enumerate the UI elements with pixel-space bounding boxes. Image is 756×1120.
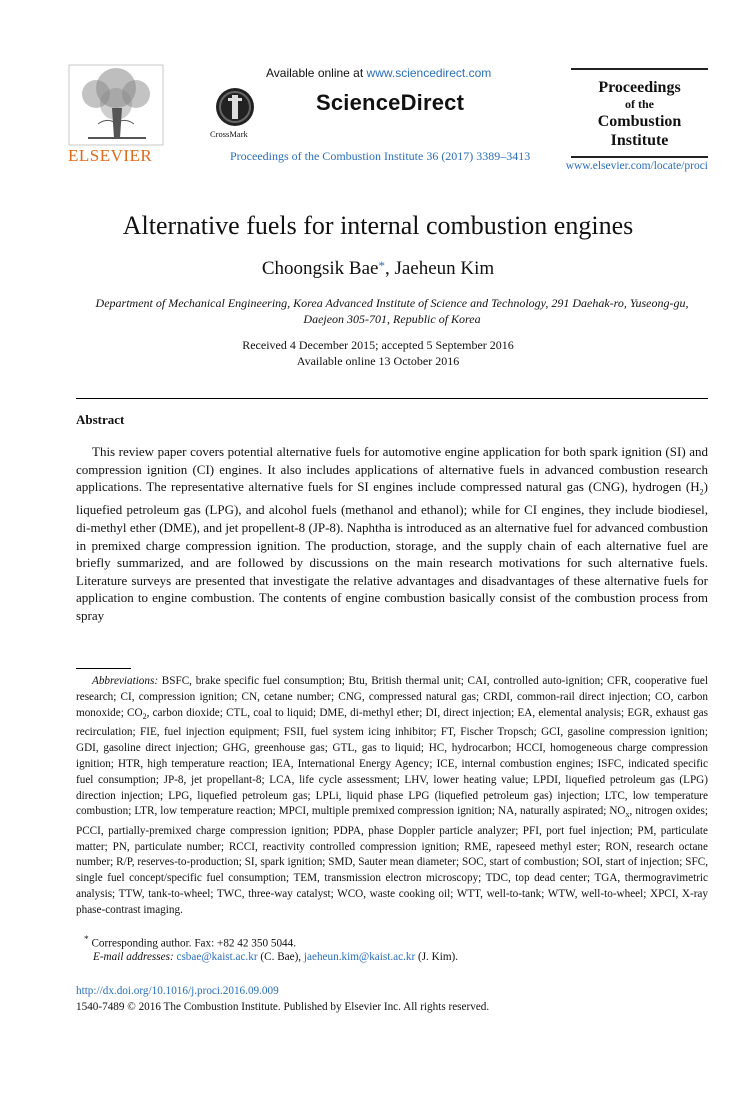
abbreviations-footnote [76, 674, 708, 919]
abstract-paragraph [76, 443, 708, 625]
email-kim-owner: (J. Kim). [415, 951, 459, 963]
author-separator: , [384, 258, 395, 279]
abstract-subscript: 2 [699, 487, 704, 497]
crossmark-icon[interactable] [213, 86, 257, 128]
abstract-heading: Abstract [76, 412, 125, 427]
copyright-line: 1540-7489 © 2016 The Combustion Institute. Published by Elsevier Inc. All rights reserved. [76, 1001, 490, 1013]
affiliation [76, 295, 708, 327]
email-bae-link[interactable]: csbae@kaist.ac.kr [176, 951, 258, 963]
author-bae[interactable]: Choongsik Bae [261, 258, 379, 279]
affiliation-line2: Daejeon 305-701, Republic of Korea [303, 312, 481, 327]
email-bae-owner: (C. Bae), [257, 951, 304, 963]
publisher-logo-text: ELSEVIER [68, 146, 153, 165]
abstract-text-part2: ) liquefied petroleum gas (LPG), and alcohol fuels (methanol and ethanol); while for CI engines, they include biodiesel, di-methyl ether (DME), and jet propellent-8 (JP-8). Naphtha is introduced as an alternative fuel for advanced combustion in premixed charge compression ignition. The production, storage, and the supply chain of each alternative fuel are briefly summarized, and are followed by discussions on the main research motivations for such alternative fuels. Literature surveys are presented that investigate the relative advantages and disadvantages of these alternative fuels for application to engine combustion. The contents of engine combustion basically consist of the combustion process from spray [76, 479, 708, 623]
abbreviations-subscript-1: 2 [142, 712, 147, 722]
corresponding-author-note [84, 935, 296, 950]
journal-box-rule-top [571, 68, 708, 70]
journal-title-box [571, 78, 708, 150]
corresponding-footnote-marker: * [84, 935, 89, 945]
author-kim[interactable]: Jaeheun Kim [394, 258, 495, 279]
journal-box-line1: Proceedings [598, 79, 681, 96]
available-prefix: Available online at [266, 66, 367, 80]
journal-box-line2: of the [625, 97, 654, 112]
journal-citation[interactable]: Proceedings of the Combustion Institute 36 (2017) 3389–3413 [230, 149, 531, 163]
journal-box-line4: Institute [610, 131, 669, 149]
article-dates [0, 337, 756, 369]
email-label: E-mail addresses: [93, 951, 174, 963]
article-title: Alternative fuels for internal combustion engines [122, 211, 634, 240]
abbreviations-part-b: , carbon dioxide; CTL, coal to liquid; DME, di-methyl ether; DI, direct injection; EA, elemental analysis; EGR, exhaust gas recirculation; FIE, fuel injection equipment; FSII, fuel system icing inhibitor; FT, Fischer Tropsch; GCI, gasoline compression ignition; GDI, gasoline direct injection; GHG, greenhouse gas; GTL, gas to liquid; HC, hydrocarbon; HCCI, homogeneous charge compression ignition; HTR, high temperature reaction; IEA, International Energy Agency; ICE, internal combustion engines; ISFC, indicated specific fuel consumption; JP-8, jet propellant-8; LCA, life cycle assessment; LHV, lower heating value; LPDI, liquefied petroleum gas (LPG) direction injection; LPG, liquefied petroleum gas; LPLi, liquid phase LPG (liquefied petroleum gas) injection; LTC, low temperature combustion; LTR, low temperature reaction; MPCI, multiple premixed compression ignition; NA, naturally aspirated; NO [76, 706, 708, 818]
received-date: Received 4 December 2015; accepted 5 September 2016 [242, 338, 514, 352]
journal-box-rule-bottom [571, 156, 708, 158]
footnote-divider [76, 668, 131, 669]
available-online-date: Available online 13 October 2016 [296, 354, 460, 369]
email-kim-link[interactable]: jaeheun.kim@kaist.ac.kr [303, 951, 416, 963]
email-addresses [93, 951, 458, 963]
corresponding-author-text: Corresponding author. Fax: +82 42 350 5044. [88, 937, 297, 950]
sciencedirect-link[interactable]: www.sciencedirect.com [366, 66, 492, 80]
corresponding-marker[interactable]: * [378, 258, 385, 273]
abbreviations-label: Abbreviations: [92, 675, 159, 687]
sciencedirect-wordmark: ScienceDirect [316, 90, 465, 115]
abbreviations-part-a: BSFC, brake specific fuel consumption; Btu, British thermal unit; CAI, controlled auto-ignition; CFR, cooperative fuel research; CI, compression ignition; CN, cetane number; CNG, compressed natural gas; CRDI, common-rail direct injection; CO, carbon monoxide; CO [76, 675, 708, 719]
abbreviations-subscript-2: x [625, 810, 630, 820]
abstract-divider [76, 398, 708, 399]
journal-box-line3: Combustion [597, 112, 682, 130]
abbreviations-part-c: , nitrogen oxides; PCCI, partially-premixed charge compression ignition; PDPA, phase Doppler particle analyzer; PFI, port fuel injection; PM, particulate matter; PN, particulate number; RCCI, reactivity controlled compression ignition; RME, rapeseed methyl ester; RON, research octane number; R/P, reserves-to-production; SI, spark ignition; SMD, Sauter mean diameter; SOC, start of combustion; SOI, start of injection; SFC, single fuel concept/specific fuel consumption; TEM, transmission electron microscopy; TDC, top dead center; TGA, thermogravimetric analysis; TTW, tank-to-wheel; TWC, three-way catalyst; WCO, waste cooking oil; WTT, well-to-tank; WTW, well-to-wheel; XPCI, X-ray phase-contrast imaging. [76, 805, 708, 917]
abstract-text-part1: This review paper covers potential alternative fuels for automotive engine application for both spark ignition (SI) and compression ignition (CI) engines. It also includes applications of alternative fuels in advanced combustion research applications. The representative alternative fuels for SI engines include compressed natural gas (CNG), hydrogen (H [76, 444, 708, 495]
available-online-line [266, 66, 491, 80]
crossmark-label: CrossMark [210, 129, 248, 139]
journal-url-link[interactable]: www.elsevier.com/locate/proci [565, 160, 708, 172]
doi-link[interactable]: http://dx.doi.org/10.1016/j.proci.2016.09.009 [76, 985, 279, 997]
author-list [0, 258, 756, 280]
affiliation-line1: Department of Mechanical Engineering, Korea Advanced Institute of Science and Technology, 291 Daehak-ro, Yuseong-gu, [95, 296, 689, 310]
